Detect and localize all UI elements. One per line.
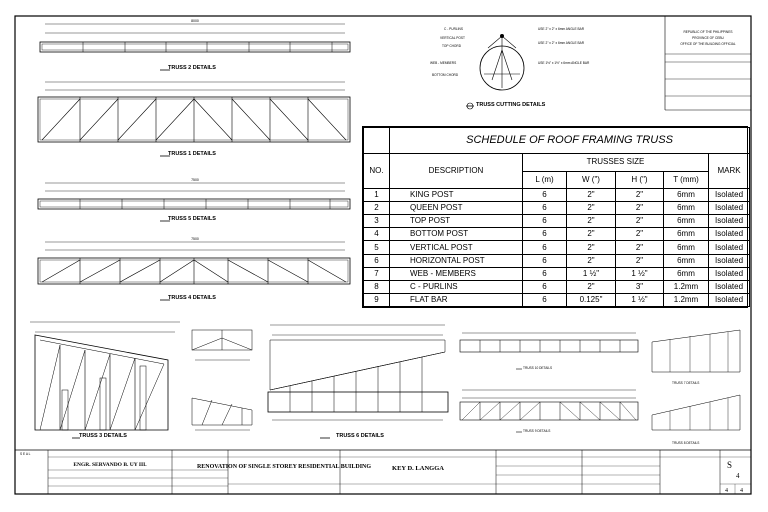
cell-t: 6mm [664, 202, 709, 215]
table-row [364, 189, 750, 202]
cell-description: KING POST [390, 189, 523, 202]
cell-description: QUEEN POST [390, 202, 523, 215]
cell-t: 6mm [664, 215, 709, 228]
cell-description: TOP POST [390, 215, 523, 228]
cell-l: 6 [523, 280, 567, 293]
col-length: L (m) [523, 171, 567, 188]
callout-c-purlins: C - PURLINS [444, 27, 463, 31]
table-row [364, 241, 750, 254]
cell-t: 1.2mm [664, 280, 709, 293]
sheet-of-a: 4 [725, 488, 728, 494]
callout-angle-bar-3: USE 1½" x 1½" x 6mm ANGLE BAR [538, 61, 590, 65]
table-row [364, 280, 750, 293]
truss-1-drawing [38, 82, 350, 157]
cell-mark: Isolated [709, 189, 750, 202]
col-height: H (") [616, 171, 664, 188]
table-row [364, 215, 750, 228]
schedule-title: SCHEDULE OF ROOF FRAMING TRUSS [390, 128, 750, 154]
callout-angle-bar-2: USE 2" x 2" x 6mm ANGLE BAR [538, 41, 585, 45]
cell-description: C - PURLINS [390, 280, 523, 293]
truss-4-drawing [38, 237, 350, 301]
cell-no: 4 [364, 228, 390, 241]
truss-9-drawing [460, 390, 638, 433]
callout-web-members: WEB - MEMBERS [430, 61, 457, 65]
cell-mark: Isolated [709, 280, 750, 293]
cell-h: 2" [616, 228, 664, 241]
title-block [20, 450, 751, 494]
seal-label: S E A L [20, 452, 31, 456]
truss-3-drawing [30, 322, 180, 439]
cell-mark: Isolated [709, 241, 750, 254]
cell-no: 2 [364, 202, 390, 215]
col-mark: MARK [709, 154, 750, 189]
sheet-of-b: 4 [740, 488, 743, 494]
cell-h: 2" [616, 202, 664, 215]
cell-description: WEB - MEMBERS [390, 267, 523, 280]
callout-top-chord: TOP CHORD [442, 44, 462, 48]
cell-description: HORIZONTAL POST [390, 254, 523, 267]
cell-w: 1 ½" [567, 267, 616, 280]
approval-office: OFFICE OF THE BUILDING OFFICIAL [680, 42, 736, 46]
cell-l: 6 [523, 241, 567, 254]
truss-3-label: TRUSS 3 DETAILS [79, 433, 127, 439]
truss-1-label: TRUSS 1 DETAILS [168, 151, 216, 157]
cell-l: 6 [523, 228, 567, 241]
cell-t: 6mm [664, 267, 709, 280]
sheet-number: 4 [736, 472, 740, 480]
truss-10-label: TRUSS 10 DETAILS [523, 366, 553, 370]
cell-l: 6 [523, 293, 567, 306]
cell-mark: Isolated [709, 293, 750, 306]
callout-bottom-chord: BOTTOM CHORD [432, 73, 459, 77]
cell-no: 3 [364, 215, 390, 228]
schedule-body [364, 189, 750, 307]
cell-no: 5 [364, 241, 390, 254]
truss-schedule-table [362, 126, 748, 308]
cell-w: 2" [567, 228, 616, 241]
cell-mark: Isolated [709, 228, 750, 241]
owner-name: KEY D. LANGGA [392, 465, 444, 472]
approval-republic: REPUBLIC OF THE PHILIPPINES [683, 30, 733, 34]
table-left-cell [364, 128, 390, 154]
table-row [364, 293, 750, 306]
engineer-name: ENGR. SERVANDO B. UY III. [73, 462, 147, 468]
cell-mark: Isolated [709, 202, 750, 215]
cell-description: BOTTOM POST [390, 228, 523, 241]
cell-h: 1 ½" [616, 293, 664, 306]
truss-10-drawing [460, 333, 638, 370]
table-row [364, 202, 750, 215]
truss-cutting-label: TRUSS CUTTING DETAILS [476, 102, 546, 108]
table-row [364, 228, 750, 241]
cell-h: 3" [616, 280, 664, 293]
cell-t: 6mm [664, 189, 709, 202]
cell-h: 2" [616, 215, 664, 228]
col-description: DESCRIPTION [390, 154, 523, 189]
cell-mark: Isolated [709, 254, 750, 267]
callout-angle-bar-1: USE 2" x 2" x 6mm ANGLE BAR [538, 27, 585, 31]
cell-t: 1.2mm [664, 293, 709, 306]
truss-6-drawing [268, 325, 448, 439]
cell-w: 2" [567, 241, 616, 254]
col-thickness: T (mm) [664, 171, 709, 188]
cell-mark: Isolated [709, 215, 750, 228]
truss-6-label: TRUSS 6 DETAILS [336, 433, 384, 439]
cell-t: 6mm [664, 228, 709, 241]
truss-5-label: TRUSS 5 DETAILS [168, 216, 216, 222]
cell-mark: Isolated [709, 267, 750, 280]
cell-w: 2" [567, 189, 616, 202]
project-title: RENOVATION OF SINGLE STOREY RESIDENTIAL BUILDING [196, 464, 372, 470]
cell-t: 6mm [664, 241, 709, 254]
truss-8-label: TRUSS 8 DETAILS [672, 441, 700, 445]
approval-province: PROVINCE OF CEBU [692, 36, 724, 40]
cell-description: VERTICAL POST [390, 241, 523, 254]
cell-no: 7 [364, 267, 390, 280]
cell-no: 6 [364, 254, 390, 267]
truss-8-drawing [652, 395, 740, 445]
cell-no: 9 [364, 293, 390, 306]
cell-no: 8 [364, 280, 390, 293]
cell-w: 0.125" [567, 293, 616, 306]
cell-h: 2" [616, 241, 664, 254]
cell-h: 2" [616, 254, 664, 267]
col-width: W (") [567, 171, 616, 188]
truss-cutting-detail [430, 27, 590, 109]
cell-l: 6 [523, 189, 567, 202]
table-row [364, 267, 750, 280]
small-detail-lower [192, 398, 252, 430]
truss-7-label: TRUSS 7 DETAILS [672, 381, 700, 385]
cell-h: 1 ½" [616, 267, 664, 280]
truss-4-span: 7500 [191, 237, 199, 241]
truss-2-drawing [40, 19, 350, 71]
cell-w: 2" [567, 280, 616, 293]
truss-5-drawing [38, 178, 350, 222]
truss-9-label: TRUSS 9 DETAILS [523, 429, 551, 433]
small-detail-upper [192, 330, 252, 360]
cell-h: 2" [616, 189, 664, 202]
sheet-letter: S [727, 460, 733, 470]
cell-l: 6 [523, 202, 567, 215]
cell-w: 2" [567, 202, 616, 215]
truss-5-span: 7500 [191, 178, 199, 182]
approval-box [665, 30, 751, 96]
col-trusses-size: TRUSSES SIZE [523, 154, 709, 171]
truss-7-drawing [652, 330, 740, 385]
cell-w: 2" [567, 215, 616, 228]
callout-vertical-post: VERTICAL POST [440, 36, 465, 40]
cell-l: 6 [523, 267, 567, 280]
cell-description: FLAT BAR [390, 293, 523, 306]
cell-l: 6 [523, 215, 567, 228]
cell-w: 2" [567, 254, 616, 267]
cell-no: 1 [364, 189, 390, 202]
col-no: NO. [364, 154, 390, 189]
truss-4-label: TRUSS 4 DETAILS [168, 295, 216, 301]
truss-2-label: TRUSS 2 DETAILS [168, 65, 216, 71]
table-row [364, 254, 750, 267]
cell-t: 6mm [664, 254, 709, 267]
cell-l: 6 [523, 254, 567, 267]
truss-2-span: 8000 [191, 19, 199, 23]
